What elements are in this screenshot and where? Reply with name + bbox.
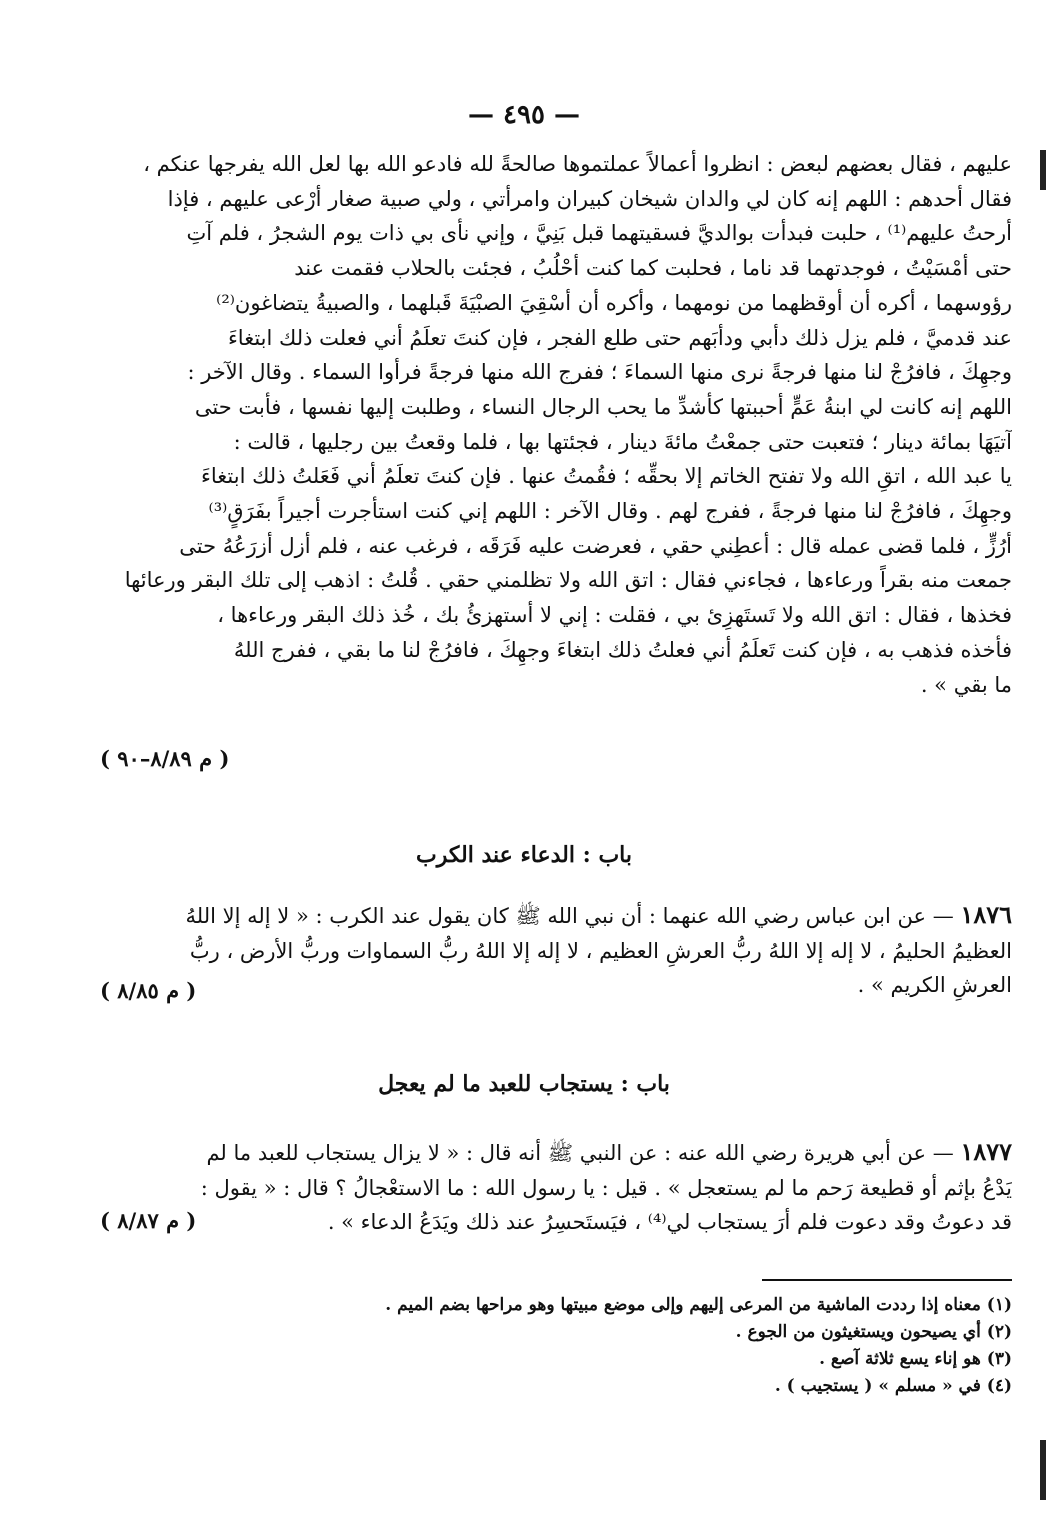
hadith-1876 [92,898,1012,1003]
text-line: وجهِكَ ، فافرُجْ لنا منها فرجةً نرى منها السماءَ ؛ ففرج الله منها فرجةً فرأوا السماء . وقال الآخر : [187,360,1012,385]
chapter-heading: باب : يستجاب للعبد ما لم يعجل [378,1071,670,1097]
scan-edge-mark [1040,1440,1046,1500]
text-line: فخذها ، فقال : اتق الله ولا تَستَهزِئ بي ، فقلت : إني لا أستهزئُ بك ، خُذ ذلك البقر ورعاءها ، [217,603,1012,628]
footnotes [300,1292,1012,1400]
text-line: وجهِكَ ، فافرُجْ لنا منها فرجةً ، ففرج لهم . وقال الآخر : اللهم إني كنت استأجرت أجيراً بفَرَقٍ⁽³⁾ [208,499,1012,524]
text-line: جمعت منه بقراً ورعاءها ، فجاءني فقال : اتق الله ولا تظلمني حقي . قُلتُ : اذهب إلى تلك البقر ورعائها [124,568,1012,593]
source-reference: ( م ٨/٨٥ ) [100,978,197,1003]
text-line: عليهم ، فقال بعضهم لبعض : انظروا أعمالاً عملتموها صالحةً لله فادعو الله بها لعل الله يفرجها عنكم ، [143,152,1012,176]
text-line: فأخذه فذهب به ، فإن كنت تَعلَمُ أني فعلتُ ذلك ابتغاءَ وجهِكَ ، فافرُجْ لنا ما بقي ، ففرج اللهُ [233,637,1012,662]
hadith-continuation [92,147,1012,702]
footnote: (٢) أي يصيحون ويستغيثون من الجوع . [735,1322,1012,1342]
text-line: أرُزٍّ ، فلما قضى عمله قال : أعطِني حقي ، فعرضت عليه فَرَقَه ، فرغب عنه ، فلم أزل أزرَعُهُ حتى [179,533,1012,558]
page-number: — ٤٩٥ — [467,100,581,130]
text-line: يا عبد الله ، اتقِ الله ولا تفتح الخاتم إلا بحقِّه ؛ فقُمتُ عنها . فإن كنتَ تعلَمُ أني فَعَلتُ ذلك ابتغاءَ [201,464,1012,489]
chapter-heading: باب : الدعاء عند الكرب [416,842,632,868]
text-line: العظيمُ الحليمُ ، لا إله إلا اللهُ ربُّ العرشِ العظيم ، لا إله إلا اللهُ ربُّ السماوات وربُّ الأرض ، ربُّ [189,938,1012,963]
text-line: اللهم إنه كانت لي ابنةُ عَمٍّ أحببتها كأشدِّ ما يحب الرجال النساء ، وطلبت إليها نفسها ، فأبت حتى [194,394,1012,419]
text-line: فقال أحدهم : اللهم إنه كان لي والدان شيخان كبيران وامرأتي ، ولي صبية صغار أرْعى عليهم ، فإذا [167,186,1012,211]
footnote-divider [762,1279,1012,1281]
text-line: العرشِ الكريم » . [857,973,1012,998]
text-line: يَدْعُ بإثم أو قطيعة رَحم ما لم يستعجل » . قيل : يا رسول الله : ما الاستعْجالُ ؟ قال : « يقول : [200,1175,1012,1200]
hadith-number: ١٨٧٦ [960,900,1012,929]
hadith-number: ١٨٧٧ [960,1137,1012,1166]
source-reference: ( م ٨/٨٧ ) [100,1208,197,1233]
hadith-1877 [92,1135,1012,1240]
footnote: (٣) هو إناء يسع ثلاثة آصع . [819,1349,1012,1369]
text-line: ما بقي » . [920,672,1012,697]
source-reference: ( م ٨/٨٩–٩٠ ) [100,746,230,771]
text-line: آتيَهَا بمائة دينار ؛ فتعبت حتى جمعْتُ مائةَ دينار ، فجئتها بها ، فلما وقعتُ بين رجليها ، قالت : [233,429,1012,454]
footnote: (٤) في « مسلم » ( يستجيب ) . [774,1376,1012,1396]
text-line: عند قدميَّ ، فلم يزل ذلك دأبي ودأبَهم حتى طلع الفجر ، فإن كنتَ تعلَمُ أني فعلت ذلك ابتغاءَ [227,325,1012,350]
text-line: قد دعوتُ وقد دعوت فلم أرَ يستجاب لي⁽⁴⁾ ، فيَستَحسِرُ عند ذلك ويَدَعُ الدعاء » . [327,1210,1012,1235]
text-line: ١٨٧٧ — عن أبي هريرة رضي الله عنه : عن النبي ﷺ أنه قال : « لا يزال يستجاب للعبد ما لم [206,1137,1012,1166]
text-line: حتى أمْسَيْتُ ، فوجدتهما قد ناما ، فحلبت كما كنت أحْلُبُ ، فجئت بالحلاب فقمت عند [294,256,1012,281]
scan-edge-mark [1040,150,1046,190]
footnote: (١) معناه إذا رددت الماشية من المرعى إليهم وإلى موضع مبيتها وهو مراحها بضم الميم . [385,1295,1012,1315]
text-line: رؤوسهما ، أكره أن أوقظهما من نومهما ، وأكره أن أسْقِيَ الصبْيَةَ قَبلهما ، والصبيةُ يتضاغون⁽²⁾ [216,290,1012,315]
text-line: أرحتُ عليهم⁽¹⁾ ، حلبت فبدأت بوالديَّ فسقيتهما قبل بَنِيَّ ، وإني نأى بي ذات يوم الشجرُ ، فلم آتِ [186,221,1012,246]
text-line: ١٨٧٦ — عن ابن عباس رضي الله عنهما : أن نبي الله ﷺ كان يقول عند الكرب : « لا إله إلا اللهُ [185,900,1012,929]
